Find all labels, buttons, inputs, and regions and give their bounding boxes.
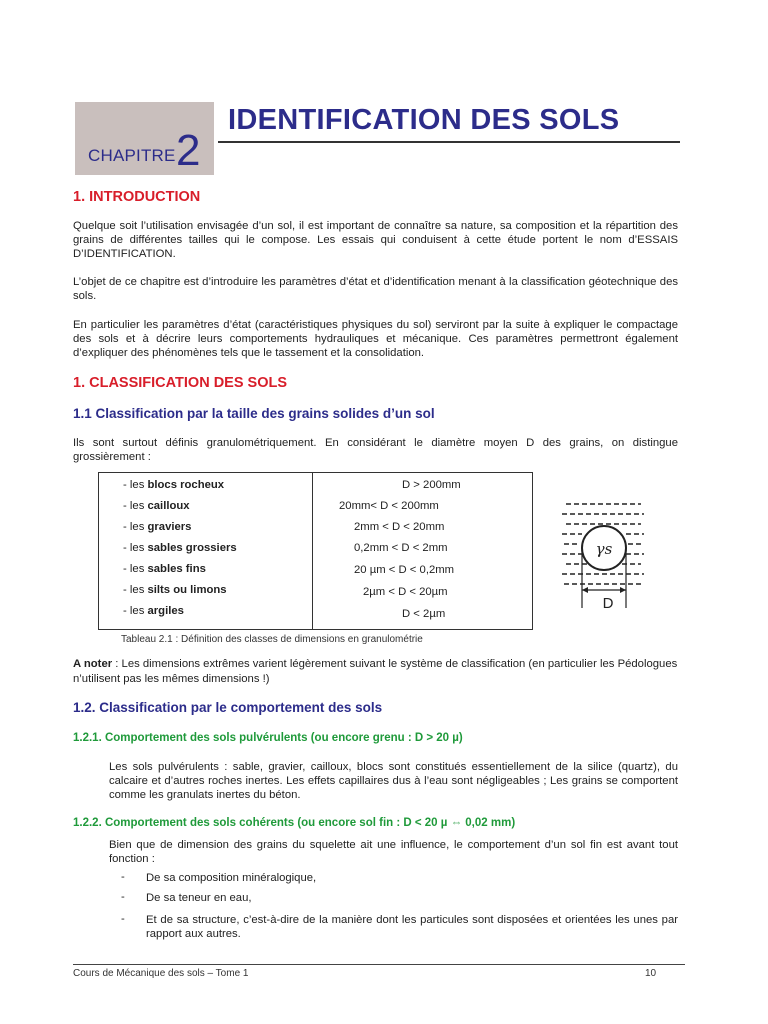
diameter-label: D	[602, 595, 614, 612]
classification-heading: 1. CLASSIFICATION DES SOLS	[73, 375, 288, 391]
arrow-head-right	[620, 587, 626, 593]
chapter-word: CHAPITRE	[88, 146, 176, 165]
table-row-range: D < 2µm	[402, 608, 446, 620]
list-item: De sa composition minéralogique,	[146, 872, 317, 884]
table-row-range: 0,2mm < D < 2mm	[354, 542, 448, 554]
table-row-range: 20 µm < D < 0,2mm	[354, 564, 455, 576]
list-item: Et de sa structure, c’est-à-dire de la manière dont les particules sont disposées et orientées les unes par rapport aux autres.	[146, 914, 678, 940]
table-row-range: 20mm< D < 200mm	[339, 500, 439, 512]
sub22-heading: 1.2.2. Comportement des sols cohérents (ou encore sol fin : D < 20 µ ⇔ 0,02 mm)	[73, 817, 516, 829]
page-number: 10	[645, 968, 657, 979]
chapter-number: 2	[176, 126, 201, 175]
table-column-separator	[312, 473, 313, 629]
intro-heading: 1. INTRODUCTION	[73, 189, 201, 205]
list-item: De sa teneur en eau,	[146, 892, 252, 904]
table-row-range: 2mm < D < 20mm	[354, 521, 445, 533]
sub2-heading: 1.2. Classification par le comportement des sols	[73, 700, 383, 715]
grain-gamma-label: γs	[595, 540, 613, 558]
note-paragraph	[73, 657, 678, 687]
table-row-label: - les sables fins	[123, 563, 206, 575]
arrow-head-left	[582, 587, 588, 593]
table-row-label: - les graviers	[123, 521, 192, 533]
list-bullet: -	[121, 891, 125, 903]
footer-rule	[73, 964, 685, 965]
sub22-text: Bien que de dimension des grains du squelette ait une influence, le comportement d’un sol fin est avant tout fonction :	[109, 839, 678, 865]
intro-paragraph-3: En particulier les paramètres d’état (caractéristiques physiques du sol) serviront par la suite à expliquer le compactage des sols et à décrire leurs comportements hydrauliques et mécanique. Ces paramètres permettront également d’expliquer des phénomènes tels que le tassement et la consolidation.	[73, 319, 678, 359]
table-row-label: - les blocs rocheux	[123, 479, 225, 491]
sub1-text: Ils sont surtout définis granulométriquement. En considérant le diamètre moyen D des grains, on distingue grossièrement :	[73, 437, 678, 463]
table-row-label: - les sables grossiers	[123, 542, 237, 554]
size-classes-table	[98, 472, 533, 630]
table-row-range: D > 200mm	[402, 479, 461, 491]
sub21-text: Les sols pulvérulents : sable, gravier, cailloux, blocs sont constitués essentiellement de la silice (quartz), du calcaire et d’autres roches inertes. Les effets capillaires dus à l’eau sont négligeables ; Les grains se comportent comme les granulats inertes du béton.	[109, 761, 678, 801]
list-bullet: -	[121, 913, 125, 925]
title-rule	[218, 141, 680, 143]
table-row-range: 2µm < D < 20µm	[363, 586, 448, 598]
table-row-label: - les silts ou limons	[123, 584, 227, 596]
intro-paragraph-2: L’objet de ce chapitre est d’introduire les paramètres d’état et d’identification menant à la classification géotechnique des sols.	[73, 276, 678, 302]
intro-paragraph-1: Quelque soit l’utilisation envisagée d’un sol, il est important de connaître sa nature, sa composition et la répartition des grains de différentes tailles qui le compose. Les essais qui conduisent à cette étude portent le nom d’ESSAIS D’IDENTIFICATION.	[73, 220, 678, 260]
sub1-heading: 1.1 Classification par la taille des grains solides d’un sol	[73, 406, 435, 421]
table-row-label: - les argiles	[123, 605, 184, 617]
note-label: A noter	[73, 658, 113, 670]
table-row-label: - les cailloux	[123, 500, 190, 512]
note-text: : Les dimensions extrêmes varient légèrement suivant le système de classification (en particulier les Pédologues n’utilisent pas les mêmes dimensions !)	[73, 658, 678, 685]
chapter-title: IDENTIFICATION DES SOLS	[228, 104, 620, 136]
grain-diameter-figure	[556, 490, 651, 622]
list-bullet: -	[121, 871, 125, 883]
table-caption: Tableau 2.1 : Définition des classes de dimensions en granulométrie	[121, 634, 423, 645]
sub21-heading: 1.2.1. Comportement des sols pulvérulents (ou encore grenu : D > 20 µ)	[73, 732, 463, 744]
footer-course-title: Cours de Mécanique des sols – Tome 1	[73, 968, 249, 979]
